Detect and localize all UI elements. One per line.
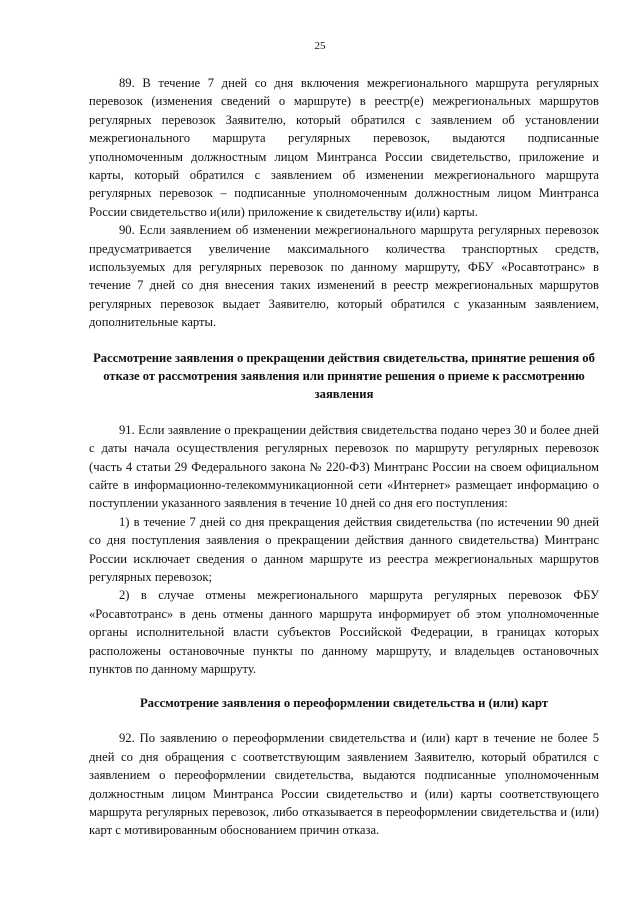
document-body <box>89 74 599 840</box>
paragraph-92: 92. По заявлению о переоформлении свидетельства и (или) карт в течение не более 5 дней со дня обращения с соответствующим заявлением Заявителю, который обратился с заявлением о переоформлении свидетельства, выдаются подписанные уполномоченным должностным лицом Минтранса России свидетельство и (или) карты соответствующего маршрута регулярных перевозок, либо отказывается в переоформлении свидетельства и (или) карт с мотивированным обоснованием причин отказа. <box>89 731 599 838</box>
page-number: 25 <box>314 40 326 52</box>
paragraph-91-item-2: 2) в случае отмены межрегионального маршрута регулярных перевозок ФБУ «Росавтотранс» в день отмены данного маршрута информирует об этом уполномоченные органы исполнительной власти субъектов Российской Федерации, в границах которых расположены остановочные пункты по данному маршруту, и владельцев остановочных пунктов по данному маршруту. <box>89 588 599 676</box>
section-heading-reissue: Рассмотрение заявления о переоформлении свидетельства и (или) карт <box>139 696 549 711</box>
paragraph-91: 91. Если заявление о прекращении действия свидетельства подано через 30 и более дней с даты начала осуществления регулярных перевозок по маршруту регулярных перевозок (часть 4 статьи 29 Федерального закона № 220-ФЗ) Минтранс России на своем официальном сайте в информационно-телекоммуникационной сети «Интернет» размещает информацию о поступлении указанного заявления в течение 10 дней со дня его поступления: <box>89 422 599 511</box>
paragraph-90: 90. Если заявлением об изменении межрегионального маршрута регулярных перевозок предусматривается увеличение максимального количества транспортных средств, используемых для регулярных перевозок по данному маршруту, ФБУ «Росавтотранс» в течение 7 дней со дня внесения таких изменений в реестр межрегиональных маршрутов регулярных перевозок выдает Заявителю, который обратился с указанным заявлением, дополнительные карты. <box>89 223 599 330</box>
section-heading-termination: Рассмотрение заявления о прекращении действия свидетельства, принятие решения об отказе от рассмотрения заявления или принятие решения о приеме к рассмотрению заявления <box>93 350 595 401</box>
paragraph-89: 89. В течение 7 дней со дня включения межрегионального маршрута регулярных перевозок (изменения сведений о маршруте) в реестр(е) межрегиональных маршрутов регулярных перевозок Заявителю, который обратился с заявлением об установлении межрегионального маршрута регулярных перевозок, выдаются подписанные уполномоченным должностным лицом Минтранса России свидетельство, приложение и карты, который обратился с заявлением об изменении межрегионального маршрута регулярных перевозок – подписанные уполномоченным должностным лицом Минтранса России свидетельство и(или) приложение к свидетельству и(или) карты. <box>89 76 599 219</box>
paragraph-91-item-1: 1) в течение 7 дней со дня прекращения действия свидетельства (по истечении 90 дней со дня поступления заявления о прекращении действия данного свидетельства) Минтранс России исключает сведения о данном маршруте из реестра межрегиональных маршрутов регулярных перевозок; <box>89 514 599 584</box>
